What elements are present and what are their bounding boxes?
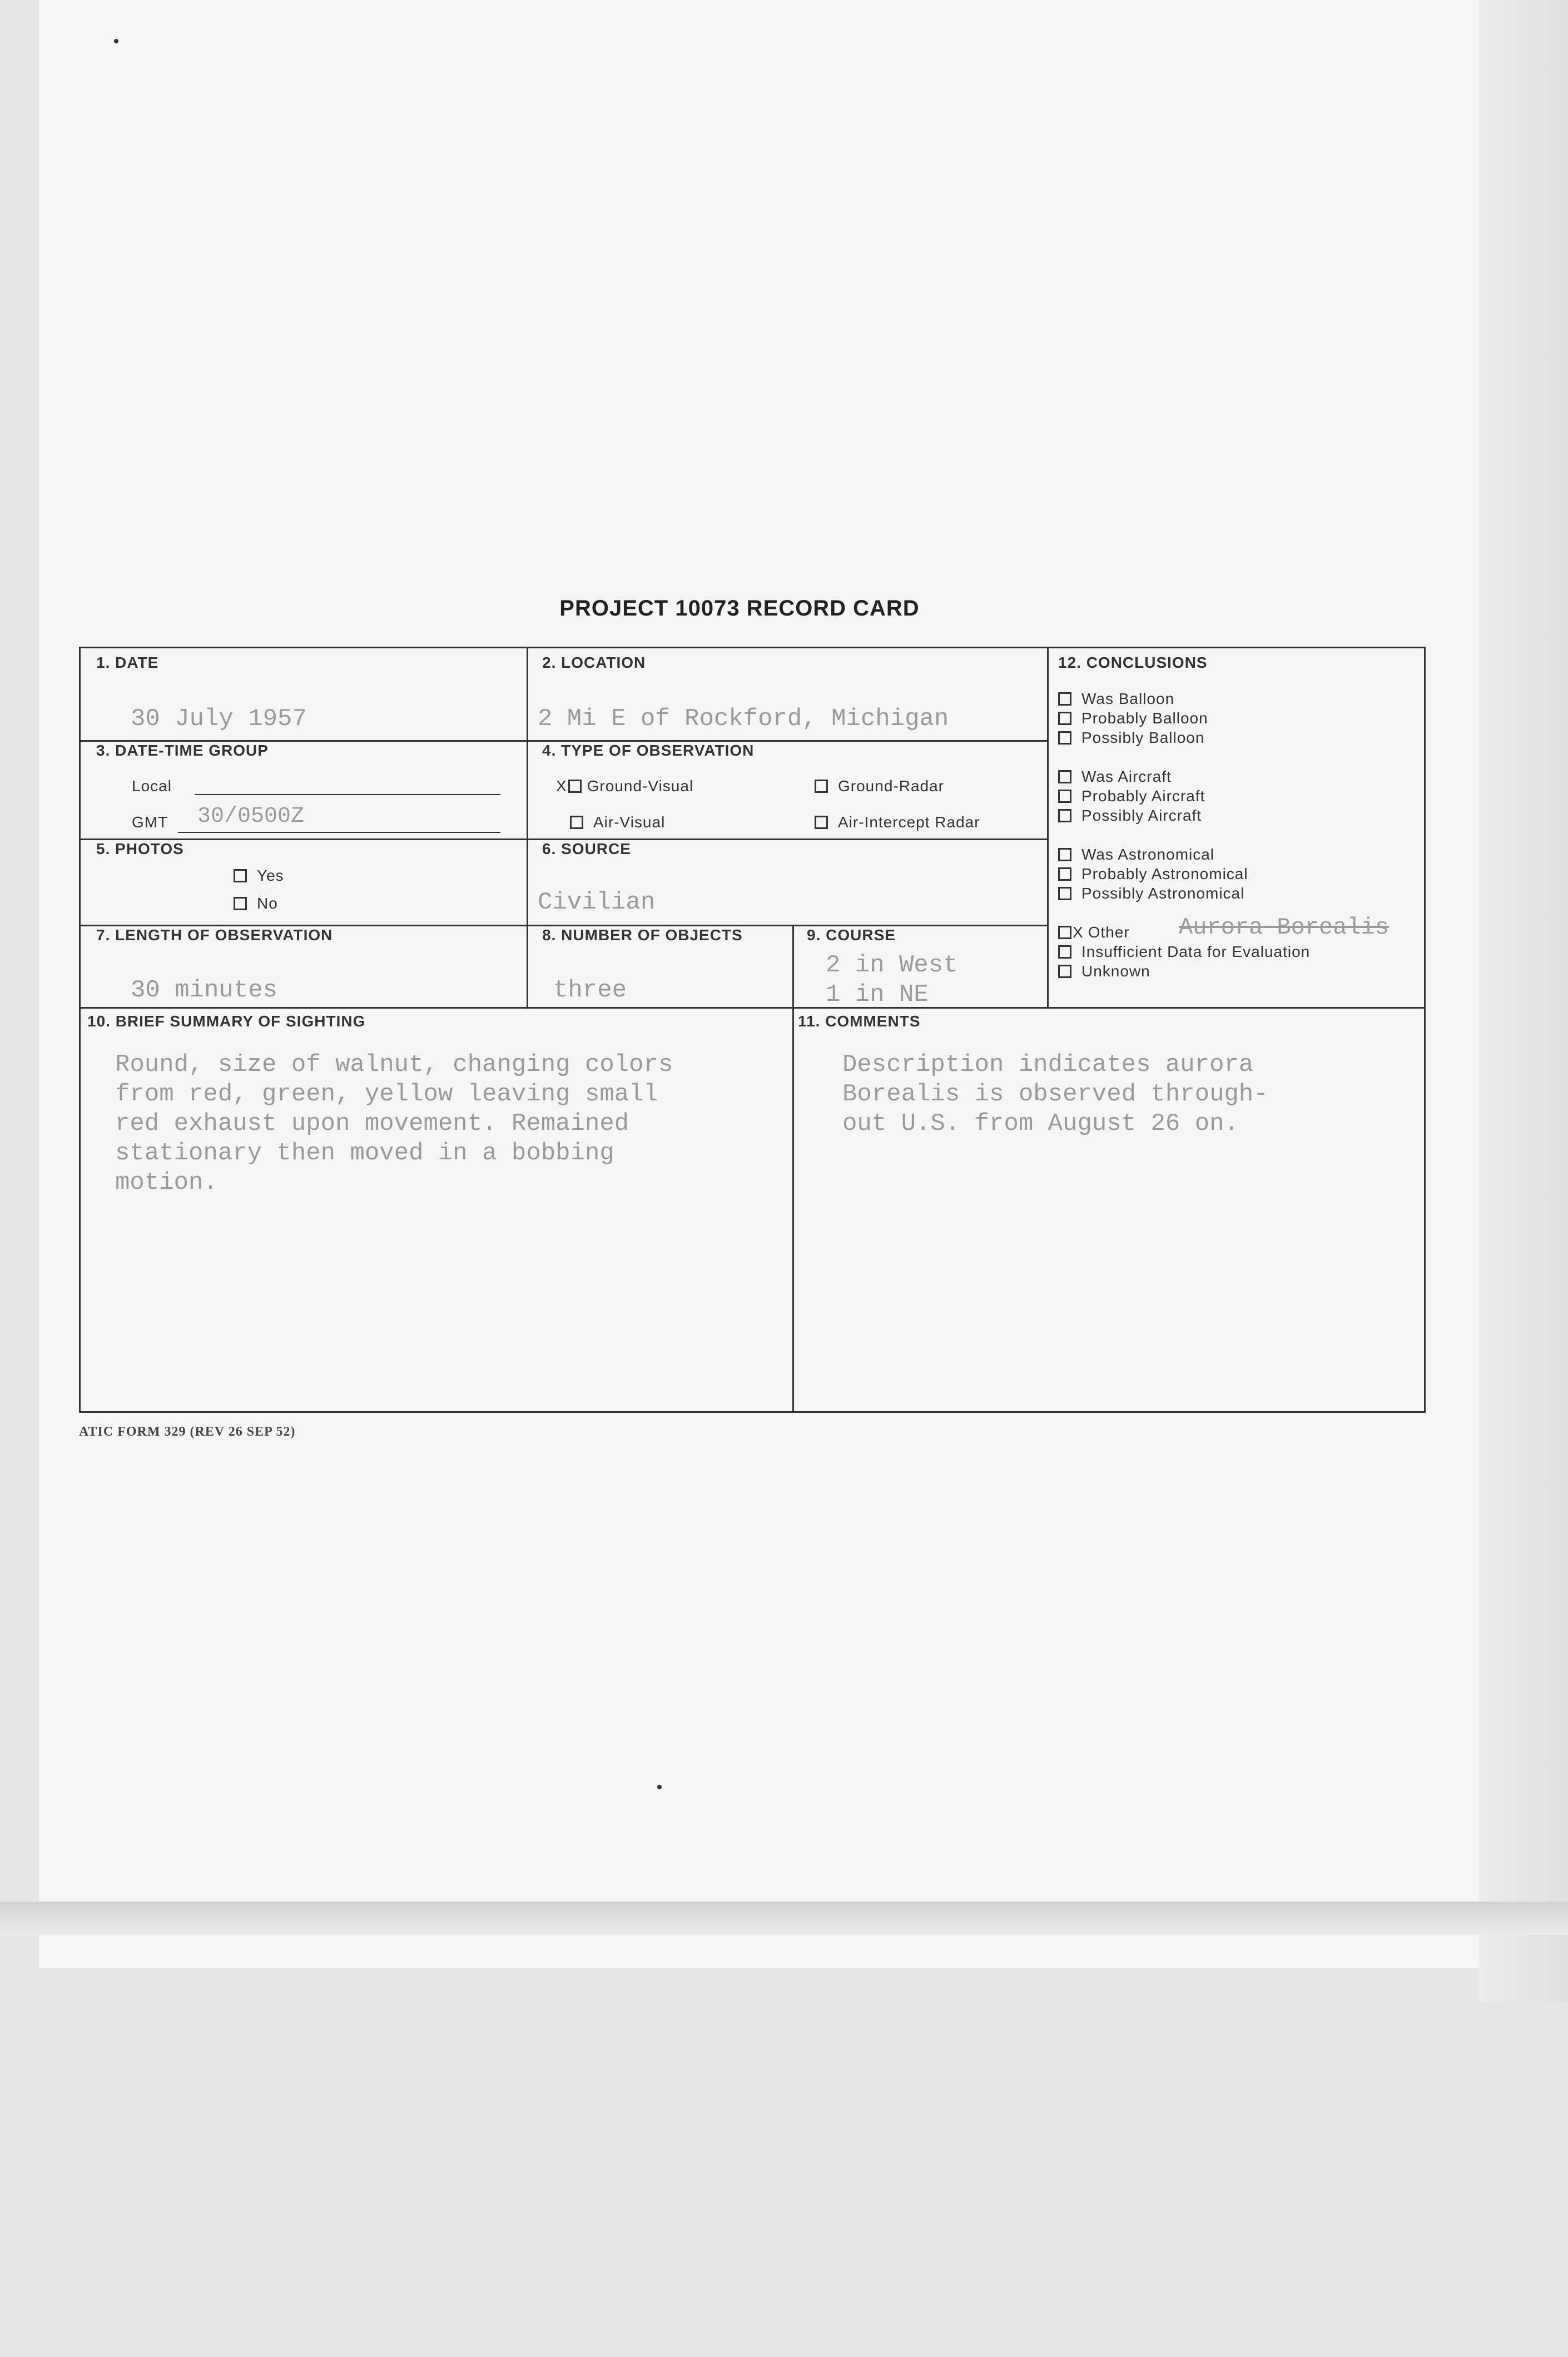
conclusion-was-balloon: Was Balloon [1058,690,1174,708]
checkbox-icon [234,869,247,882]
conclusion-insufficient-data: Insufficient Data for Evaluation [1058,943,1310,961]
film-edge-right [1479,0,1568,2002]
conclusion-was-aircraft: Was Aircraft [1058,768,1172,786]
conclusion-other: X Other [1058,924,1130,941]
checkbox-icon [234,897,247,910]
length-label: 7. LENGTH OF OBSERVATION [96,926,333,944]
ground-radar-label: Ground-Radar [838,777,944,795]
source-label: 6. SOURCE [542,840,631,857]
checkbox-icon [815,780,828,793]
observation-type-label: 4. TYPE OF OBSERVATION [542,742,755,759]
conclusion-unknown: Unknown [1058,962,1150,980]
photos-no-option [234,895,278,912]
conclusion-possibly-balloon: Possibly Balloon [1058,729,1204,747]
checkbox-icon [1058,965,1071,978]
film-edge-bottom [0,1902,1568,1935]
ground-radar-option [815,777,944,795]
ground-visual-option [556,777,693,795]
local-label: Local [132,777,172,795]
conclusion-probably-astronomical: Probably Astronomical [1058,865,1248,883]
comments-line: out U.S. from August 26 on. [842,1110,1239,1138]
location-value: 2 Mi E of Rockford, Michigan [538,705,949,733]
objects-value: three [553,976,627,1004]
speck [114,39,118,43]
conclusion-possibly-astronomical: Possibly Astronomical [1058,885,1244,902]
checkbox-icon [1058,926,1071,939]
air-intercept-radar-label: Air-Intercept Radar [838,813,980,831]
conclusions-label: 12. CONCLUSIONS [1058,654,1208,671]
checkbox-icon [568,780,582,793]
checkbox-mark: X [556,777,567,795]
comments-label: 11. COMMENTS [798,1013,921,1030]
dtg-label: 3. DATE-TIME GROUP [96,742,269,759]
summary-text [115,1050,673,1198]
comments-text [842,1050,1268,1139]
checkbox-icon [1058,887,1071,900]
checkbox-icon [1058,712,1071,725]
divider [81,1007,1424,1009]
comments-line: Description indicates aurora [842,1051,1254,1079]
checkbox-icon [1058,867,1071,881]
form-number: ATIC FORM 329 (REV 26 SEP 52) [79,1425,296,1439]
speck [657,1785,662,1789]
photos-yes-label: Yes [257,867,284,884]
ground-visual-label: Ground-Visual [587,777,694,795]
checkbox-icon [1058,692,1071,706]
conclusion-probably-balloon: Probably Balloon [1058,709,1208,727]
checkbox-icon [815,816,828,829]
record-card [79,647,1426,1413]
summary-line: from red, green, yellow leaving small [115,1080,658,1108]
gmt-label: GMT [132,813,168,831]
photos-no-label: No [257,895,278,912]
gmt-field-line [178,832,500,833]
divider [1047,648,1049,1007]
summary-line: stationary then moved in a bobbing [115,1139,614,1167]
date-label: 1. DATE [96,654,159,671]
comments-line: Borealis is observed through- [842,1080,1268,1108]
conclusion-possibly-aircraft: Possibly Aircraft [1058,807,1202,825]
summary-line: red exhaust upon movement. Remained [115,1110,629,1138]
checkbox-icon [1058,770,1071,783]
air-visual-label: Air-Visual [593,813,666,831]
summary-line: Round, size of walnut, changing colors [115,1051,673,1079]
conclusion-probably-aircraft: Probably Aircraft [1058,787,1205,805]
conclusion-was-astronomical: Was Astronomical [1058,846,1214,864]
checkbox-icon [1058,848,1071,861]
objects-label: 8. NUMBER OF OBJECTS [542,926,743,944]
source-value: Civilian [538,889,656,916]
gmt-value: 30/0500Z [197,804,305,829]
photos-label: 5. PHOTOS [96,840,184,857]
divider [527,648,528,1007]
summary-label: 10. BRIEF SUMMARY OF SIGHTING [87,1013,366,1030]
photos-yes-option [234,867,284,885]
checkbox-icon [1058,945,1071,959]
checkbox-icon [1058,731,1071,745]
air-intercept-radar-option [815,813,980,831]
date-value: 30 July 1957 [131,705,307,733]
checkbox-icon [1058,809,1071,822]
air-visual-option [570,813,665,831]
checkbox-mark: X [1073,924,1084,941]
card-title: PROJECT 10073 RECORD CARD [559,596,920,621]
checkbox-icon [570,816,583,829]
location-label: 2. LOCATION [542,654,646,671]
course-label: 9. COURSE [807,926,896,944]
checkbox-icon [1058,790,1071,803]
divider [792,925,794,1411]
course-line-1: 2 in West [826,951,958,979]
local-field-line [195,794,500,795]
summary-line: motion. [115,1169,218,1197]
course-line-2: 1 in NE [826,981,929,1009]
conclusion-other-value: Aurora Borealis [1179,914,1390,941]
length-value: 30 minutes [131,976,278,1004]
